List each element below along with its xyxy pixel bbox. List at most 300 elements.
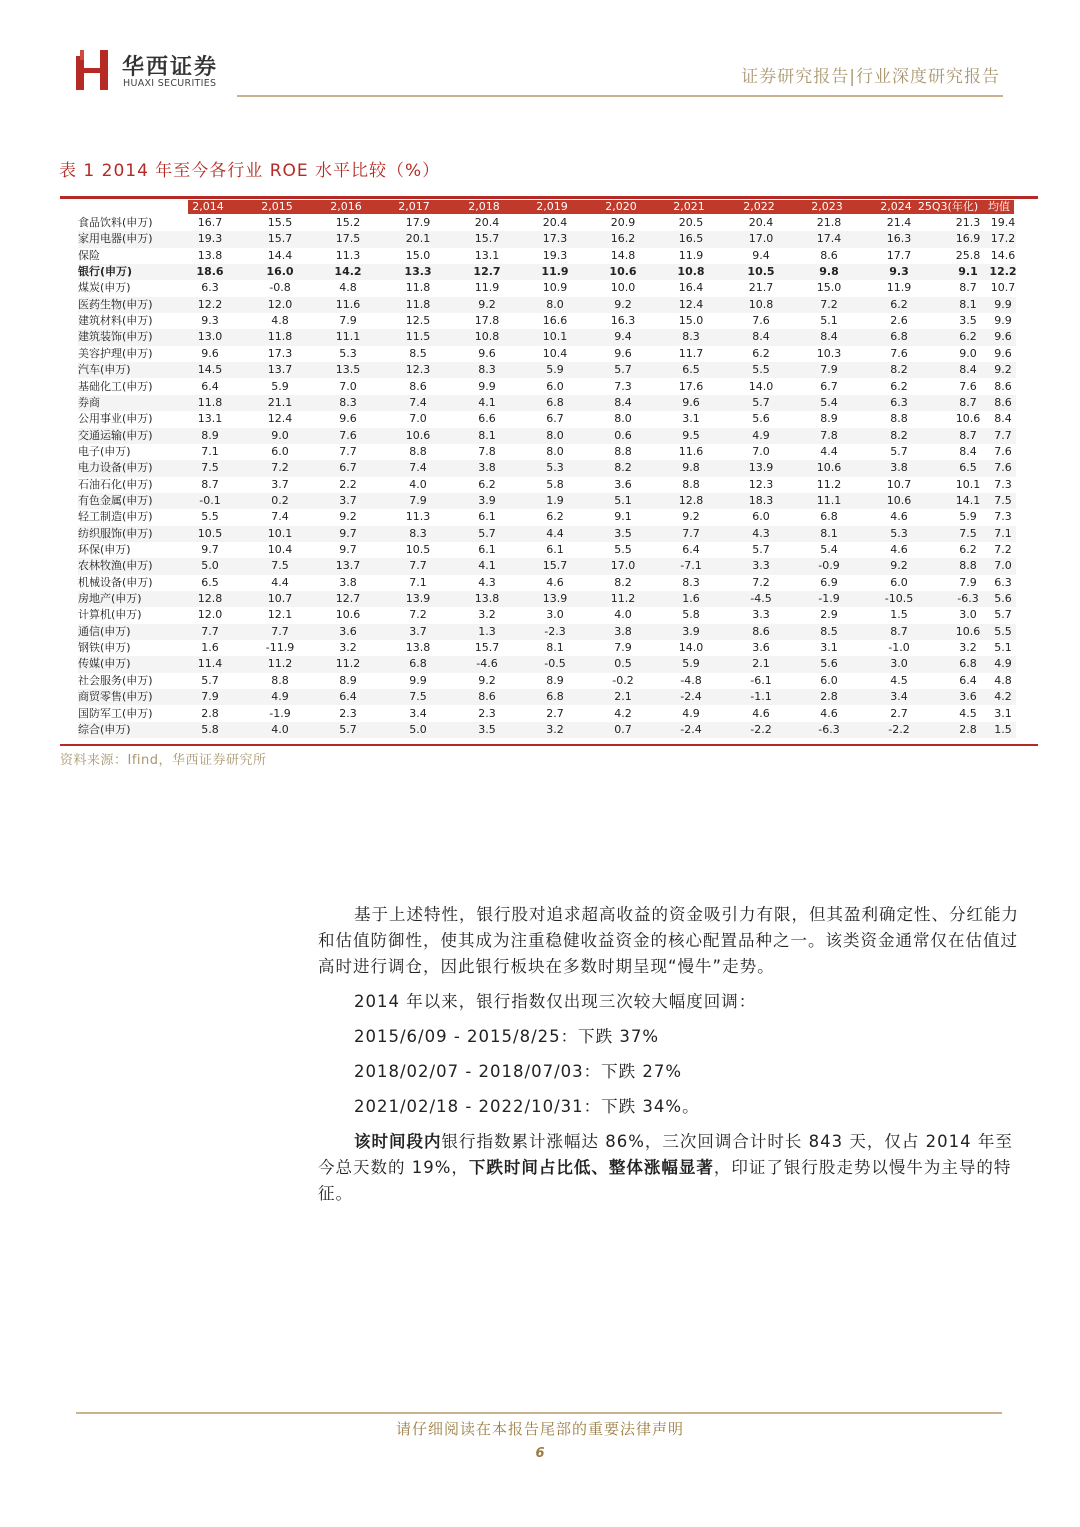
industry-name: 纺织服饰(申万) [78, 526, 153, 540]
roe-value: -6.3 [818, 722, 840, 736]
roe-value: 10.4 [542, 346, 568, 360]
roe-value: 9.2 [478, 297, 496, 311]
roe-value: 2.2 [339, 477, 357, 491]
industry-name: 基础化工(申万) [78, 379, 153, 393]
roe-value: 7.9 [820, 363, 838, 377]
roe-value: 20.4 [474, 216, 500, 229]
roe-value: 13.0 [197, 330, 223, 344]
roe-value: 12.2 [989, 265, 1017, 279]
roe-value: 10.1 [542, 330, 568, 344]
roe-value: 5.1 [614, 493, 632, 507]
industry-name: 商贸零售(申万) [78, 690, 153, 704]
roe-value: 5.7 [994, 608, 1012, 622]
table-bottom-rule [60, 744, 1038, 746]
roe-value: 13.7 [335, 559, 361, 573]
roe-value: 3.7 [339, 493, 357, 507]
roe-value: 7.7 [201, 624, 219, 638]
roe-value: 8.0 [546, 428, 564, 442]
roe-value: 3.2 [339, 641, 357, 655]
roe-value: -2.2 [750, 722, 772, 736]
roe-value: 7.6 [994, 444, 1012, 458]
roe-value: 5.5 [201, 510, 219, 524]
roe-value: 5.8 [201, 722, 219, 736]
industry-name: 银行(申万) [78, 265, 133, 279]
roe-value: 8.9 [339, 673, 357, 687]
table-row [78, 575, 1016, 591]
roe-value: 8.6 [820, 248, 838, 262]
roe-value: 6.4 [682, 543, 700, 556]
roe-value: 7.9 [959, 575, 977, 589]
roe-value: 8.5 [820, 624, 838, 638]
roe-value: 7.7 [339, 444, 357, 458]
roe-value: -0.1 [199, 493, 221, 507]
roe-value: 9.4 [614, 330, 632, 344]
roe-value: 8.9 [546, 673, 564, 687]
roe-value: -6.1 [750, 673, 772, 687]
industry-name: 传媒(申万) [78, 657, 131, 671]
roe-value: -2.4 [680, 722, 702, 736]
column-header: 2,018 [468, 200, 500, 213]
roe-value: 4.9 [994, 657, 1012, 671]
table-row [78, 231, 1016, 247]
p3-text-1: 银行指数累计涨幅达 86%，三次回调合计时长 843 天，仅占 2014 年至今总天数的 19%， [318, 1132, 1013, 1177]
table-row [78, 558, 1016, 574]
roe-value: 5.9 [546, 363, 564, 377]
roe-value: 17.3 [267, 346, 293, 360]
table-row [78, 656, 1016, 672]
roe-value: 4.2 [994, 690, 1012, 704]
roe-value: 8.3 [409, 526, 427, 540]
roe-value: 11.8 [405, 297, 431, 311]
roe-value: 10.8 [677, 265, 705, 279]
roe-value: 7.4 [271, 510, 289, 524]
roe-value: 6.0 [820, 673, 838, 687]
roe-value: 9.7 [339, 543, 357, 556]
roe-value: 11.2 [335, 657, 361, 671]
roe-value: 9.6 [339, 412, 357, 426]
roe-value: 3.6 [752, 641, 770, 655]
table-row [78, 280, 1016, 296]
roe-value: 4.1 [478, 559, 496, 573]
page-header [0, 0, 1080, 100]
roe-value: 9.6 [682, 395, 700, 409]
roe-value: 13.8 [405, 641, 431, 655]
table-row [78, 526, 1016, 542]
roe-value: 11.2 [610, 592, 636, 606]
roe-value: 7.4 [409, 395, 427, 409]
roe-value: -4.6 [476, 657, 498, 671]
roe-value: 8.1 [959, 297, 977, 311]
roe-value: 15.7 [542, 559, 568, 573]
roe-value: 10.6 [816, 461, 842, 475]
roe-value: 7.3 [994, 510, 1012, 524]
roe-value: 12.0 [197, 608, 223, 622]
table-row [78, 706, 1016, 722]
table-row [78, 313, 1016, 329]
roe-value: 8.8 [271, 673, 289, 687]
roe-value: 16.3 [610, 314, 636, 328]
roe-value: 8.7 [959, 428, 977, 442]
roe-value: 6.1 [478, 510, 496, 524]
roe-value: 20.4 [542, 216, 568, 229]
roe-value: -11.9 [265, 641, 295, 655]
roe-value: 15.5 [267, 216, 293, 229]
roe-value: 8.3 [478, 363, 496, 377]
roe-value: 11.9 [886, 281, 912, 295]
roe-value: 5.7 [614, 363, 632, 377]
roe-value: 5.5 [752, 363, 770, 377]
roe-value: 10.6 [405, 428, 431, 442]
roe-value: 10.7 [990, 281, 1016, 295]
legal-notice: 请仔细阅读在本报告尾部的重要法律声明 [395, 1420, 684, 1438]
roe-value: 4.3 [752, 526, 770, 540]
roe-value: 5.6 [994, 592, 1012, 606]
roe-value: 6.8 [409, 657, 427, 671]
roe-value: 5.1 [820, 314, 838, 328]
roe-value: -2.2 [888, 722, 910, 736]
roe-value: 10.7 [267, 592, 293, 606]
roe-value: 15.0 [816, 281, 842, 295]
industry-name: 医药生物(申万) [78, 297, 153, 311]
roe-value: 5.9 [682, 657, 700, 671]
roe-value: 7.2 [409, 608, 427, 622]
roe-value: 14.6 [990, 248, 1016, 262]
roe-value: 7.9 [409, 493, 427, 507]
roe-value: 17.4 [816, 232, 842, 246]
industry-name: 汽车(申万) [78, 363, 131, 377]
roe-value: 6.8 [890, 330, 908, 344]
roe-value: 5.5 [994, 624, 1012, 638]
roe-value: 7.7 [271, 624, 289, 638]
roe-value: 18.3 [748, 493, 774, 507]
industry-name: 保险 [78, 248, 100, 262]
roe-value: 9.6 [478, 346, 496, 360]
roe-value: 7.2 [752, 575, 770, 589]
roe-value: 8.6 [994, 379, 1012, 393]
table-row [78, 297, 1016, 313]
industry-name: 有色金属(申万) [78, 493, 153, 507]
table-row [78, 248, 1016, 264]
industry-name: 食品饮料(申万) [78, 216, 153, 229]
roe-value: 9.2 [890, 559, 908, 573]
roe-value: 6.7 [339, 461, 357, 475]
roe-value: 6.4 [959, 673, 977, 687]
roe-value: 9.9 [478, 379, 496, 393]
p3-text-2: ，印证了银行股走势以慢牛为主导的特征。 [318, 1158, 1012, 1203]
roe-value: -1.9 [269, 706, 291, 720]
roe-value: 1.5 [890, 608, 908, 622]
roe-value: 5.0 [201, 559, 219, 573]
roe-value: 11.9 [474, 281, 500, 295]
p3-bold-1: 该时间段内 [354, 1132, 442, 1151]
roe-value: 8.6 [994, 395, 1012, 409]
paragraph-3 [318, 1129, 1022, 1207]
logo-text-en: HUAXI SECURITIES [123, 78, 217, 89]
roe-value: 12.1 [267, 608, 293, 622]
table-source: 资料来源：Ifind，华西证券研究所 [60, 753, 267, 768]
roe-value: -0.8 [269, 281, 291, 295]
table-top-rule [60, 196, 1038, 199]
roe-value: 8.4 [752, 330, 770, 344]
column-header: 2,016 [330, 200, 362, 213]
industry-name: 券商 [78, 395, 100, 409]
roe-value: 12.4 [267, 412, 293, 426]
roe-value: 8.2 [614, 575, 632, 589]
roe-value: 3.9 [478, 493, 496, 507]
roe-value: 12.0 [267, 297, 293, 311]
roe-value: 4.8 [994, 673, 1012, 687]
roe-value: 7.6 [339, 428, 357, 442]
roe-value: 2.1 [752, 657, 770, 671]
roe-value: 8.3 [682, 575, 700, 589]
roe-value: 1.6 [682, 592, 700, 606]
table-row [78, 215, 1016, 231]
roe-value: 6.0 [271, 444, 289, 458]
roe-value: 15.7 [267, 232, 293, 246]
roe-value: 9.2 [339, 510, 357, 524]
roe-value: 15.7 [474, 641, 500, 655]
roe-value: 8.4 [994, 412, 1012, 426]
roe-value: 10.6 [335, 608, 361, 622]
roe-value: 10.1 [267, 526, 293, 540]
roe-value: 11.8 [197, 395, 223, 409]
roe-value: 14.4 [267, 248, 293, 262]
roe-value: 5.3 [890, 526, 908, 540]
roe-value: 2.9 [820, 608, 838, 622]
roe-value: 8.3 [339, 395, 357, 409]
roe-value: 6.4 [339, 690, 357, 704]
roe-value: 6.2 [890, 297, 908, 311]
roe-value: 3.5 [614, 526, 632, 540]
roe-value: 11.8 [267, 330, 293, 344]
roe-value: 12.3 [748, 477, 774, 491]
roe-value: -0.9 [818, 559, 840, 573]
roe-value: 4.6 [546, 575, 564, 589]
roe-value: 2.8 [959, 722, 977, 736]
industry-name: 通信(申万) [78, 624, 131, 638]
roe-value: 3.1 [682, 412, 700, 426]
paragraph-2: 2014 年以来，银行指数仅出现三次较大幅度回调： [354, 992, 757, 1011]
roe-value: -7.1 [680, 559, 702, 573]
roe-value: 7.2 [994, 543, 1012, 556]
roe-value: 8.6 [478, 690, 496, 704]
roe-value: 11.6 [678, 444, 704, 458]
roe-value: 6.8 [959, 657, 977, 671]
roe-value: 7.1 [201, 444, 219, 458]
roe-value: 17.0 [610, 559, 636, 573]
roe-value: 14.8 [610, 248, 636, 262]
roe-value: 5.9 [271, 379, 289, 393]
roe-value: -2.4 [680, 690, 702, 704]
paragraph-1: 基于上述特性，银行股对追求超高收益的资金吸引力有限，但其盈利确定性、分红能力和估值防御性，使其成为注重稳健收益资金的核心配置品种之一。该类资金通常仅在估值过高时进行调仓，因此银行板块在多数时期呈现“慢牛”走势。 [318, 905, 1019, 976]
roe-value: 6.8 [546, 395, 564, 409]
roe-value: 8.9 [820, 412, 838, 426]
roe-value: 0.5 [614, 657, 632, 671]
roe-value: 7.0 [752, 444, 770, 458]
roe-value: 7.6 [752, 314, 770, 328]
roe-value: 10.6 [955, 412, 981, 426]
roe-value: -2.3 [544, 624, 566, 638]
roe-value: 9.1 [614, 510, 632, 524]
roe-value: 14.2 [334, 265, 362, 279]
roe-value: 17.7 [886, 248, 912, 262]
industry-name: 国防军工(申万) [78, 706, 153, 720]
roe-value: 14.0 [748, 379, 774, 393]
roe-value: 8.8 [409, 444, 427, 458]
roe-value: 10.5 [747, 265, 775, 279]
roe-value: 5.7 [478, 526, 496, 540]
roe-value: 11.2 [267, 657, 293, 671]
roe-value: 6.2 [546, 510, 564, 524]
roe-value: 10.6 [955, 624, 981, 638]
roe-value: 13.3 [404, 265, 432, 279]
roe-value: 5.7 [752, 395, 770, 409]
roe-value: 7.7 [409, 559, 427, 573]
roe-value: 9.3 [889, 265, 909, 279]
roe-value: 16.7 [197, 216, 223, 229]
roe-value: 4.2 [614, 706, 632, 720]
roe-value: 9.8 [819, 265, 839, 279]
huaxi-logo-icon [76, 50, 112, 90]
roe-value: 7.7 [682, 526, 700, 540]
roe-value: 7.0 [339, 379, 357, 393]
roe-value: 2.7 [890, 706, 908, 720]
roe-value: 14.5 [197, 363, 223, 377]
roe-value: 5.3 [339, 346, 357, 360]
roe-value: 7.5 [271, 559, 289, 573]
drawdown-item-3: 2021/02/18 - 2022/10/31：下跌 34%。 [354, 1097, 700, 1116]
roe-value: 6.0 [890, 575, 908, 589]
roe-value: 4.6 [890, 543, 908, 556]
roe-value: 13.9 [748, 461, 774, 475]
roe-value: 8.1 [820, 526, 838, 540]
roe-value: 19.4 [990, 216, 1016, 229]
industry-name: 农林牧渔(申万) [78, 559, 153, 573]
roe-value: 6.4 [201, 379, 219, 393]
roe-value: 3.6 [339, 624, 357, 638]
roe-value: 7.8 [478, 444, 496, 458]
industry-name: 环保(申万) [78, 543, 131, 556]
roe-value: 1.9 [546, 493, 564, 507]
header-divider [237, 95, 1003, 97]
roe-value: 5.1 [994, 641, 1012, 655]
roe-value: 11.5 [405, 330, 431, 344]
roe-value: 9.0 [271, 428, 289, 442]
roe-value: 15.7 [474, 232, 500, 246]
roe-value: -0.5 [544, 657, 566, 671]
roe-value: 4.8 [271, 314, 289, 328]
roe-value: 21.4 [886, 216, 912, 229]
industry-name: 公用事业(申万) [78, 412, 153, 426]
roe-value: 8.7 [201, 477, 219, 491]
roe-value: -6.3 [957, 592, 979, 606]
roe-value: 17.0 [748, 232, 774, 246]
roe-value: 9.6 [614, 346, 632, 360]
roe-value: 1.3 [478, 624, 496, 638]
column-header: 2,021 [673, 200, 705, 213]
industry-name: 交通运输(申万) [78, 428, 153, 442]
roe-value: 11.4 [197, 657, 223, 671]
roe-value: 13.9 [405, 592, 431, 606]
page-number: 6 [535, 1446, 545, 1461]
footer-divider [76, 1412, 1002, 1414]
industry-name: 家用电器(申万) [78, 232, 153, 246]
roe-value: 12.8 [678, 493, 704, 507]
roe-value: 11.3 [405, 510, 431, 524]
roe-value: 4.6 [890, 510, 908, 524]
roe-value: 8.9 [201, 428, 219, 442]
roe-value: 12.5 [405, 314, 431, 328]
roe-value: 17.2 [990, 232, 1016, 246]
industry-name: 房地产(申万) [78, 592, 142, 606]
roe-value: 10.0 [610, 281, 636, 295]
roe-value: 7.3 [994, 477, 1012, 491]
roe-value: 3.4 [890, 690, 908, 704]
industry-name: 煤炭(申万) [78, 281, 131, 295]
roe-value: 6.2 [478, 477, 496, 491]
roe-value: 13.1 [197, 412, 223, 426]
roe-value: 12.3 [405, 363, 431, 377]
roe-value: 3.6 [614, 477, 632, 491]
drawdown-item-1: 2015/6/09 - 2015/8/25：下跌 37% [354, 1027, 660, 1046]
roe-value: 11.9 [678, 248, 704, 262]
roe-value: 9.9 [409, 673, 427, 687]
roe-value: 3.8 [478, 461, 496, 475]
roe-value: 16.0 [266, 265, 294, 279]
roe-value: 19.3 [197, 232, 223, 246]
roe-value: 5.8 [682, 608, 700, 622]
table-row [78, 346, 1016, 362]
roe-value: 9.4 [752, 248, 770, 262]
roe-value: 4.0 [409, 477, 427, 491]
roe-value: 13.9 [542, 592, 568, 606]
roe-value: 2.1 [614, 690, 632, 704]
roe-value: 5.0 [409, 722, 427, 736]
table-row [78, 411, 1016, 427]
roe-value: 6.7 [546, 412, 564, 426]
roe-value: 7.8 [820, 428, 838, 442]
table-row [78, 460, 1016, 476]
roe-value: 8.8 [890, 412, 908, 426]
industry-name: 石油石化(申万) [78, 477, 153, 491]
roe-value: 17.3 [542, 232, 568, 246]
roe-value: 10.7 [886, 477, 912, 491]
table-title: 表 1 2014 年至今各行业 ROE 水平比较（%） [59, 161, 441, 181]
industry-name: 建筑材料(申万) [78, 314, 153, 328]
roe-value: 25.8 [955, 248, 981, 262]
industry-name: 电子(申万) [78, 444, 131, 458]
roe-value: 8.0 [614, 412, 632, 426]
roe-value: 9.7 [201, 543, 219, 556]
industry-name: 机械设备(申万) [78, 575, 153, 589]
roe-value: 9.9 [994, 314, 1012, 328]
roe-value: 19.3 [542, 248, 568, 262]
table-row [78, 444, 1016, 460]
table-row [78, 591, 1016, 607]
roe-value: 16.2 [610, 232, 636, 246]
table-row [78, 689, 1016, 705]
roe-value: 9.2 [994, 363, 1012, 377]
roe-value: 3.0 [890, 657, 908, 671]
table-row [78, 542, 1016, 558]
roe-value: 9.0 [959, 346, 977, 360]
roe-value: 3.7 [409, 624, 427, 638]
roe-value: 11.7 [678, 346, 704, 360]
roe-value: 2.8 [201, 706, 219, 720]
roe-value: 5.7 [890, 444, 908, 458]
column-header: 2,019 [536, 200, 568, 213]
roe-value: 3.2 [959, 641, 977, 655]
